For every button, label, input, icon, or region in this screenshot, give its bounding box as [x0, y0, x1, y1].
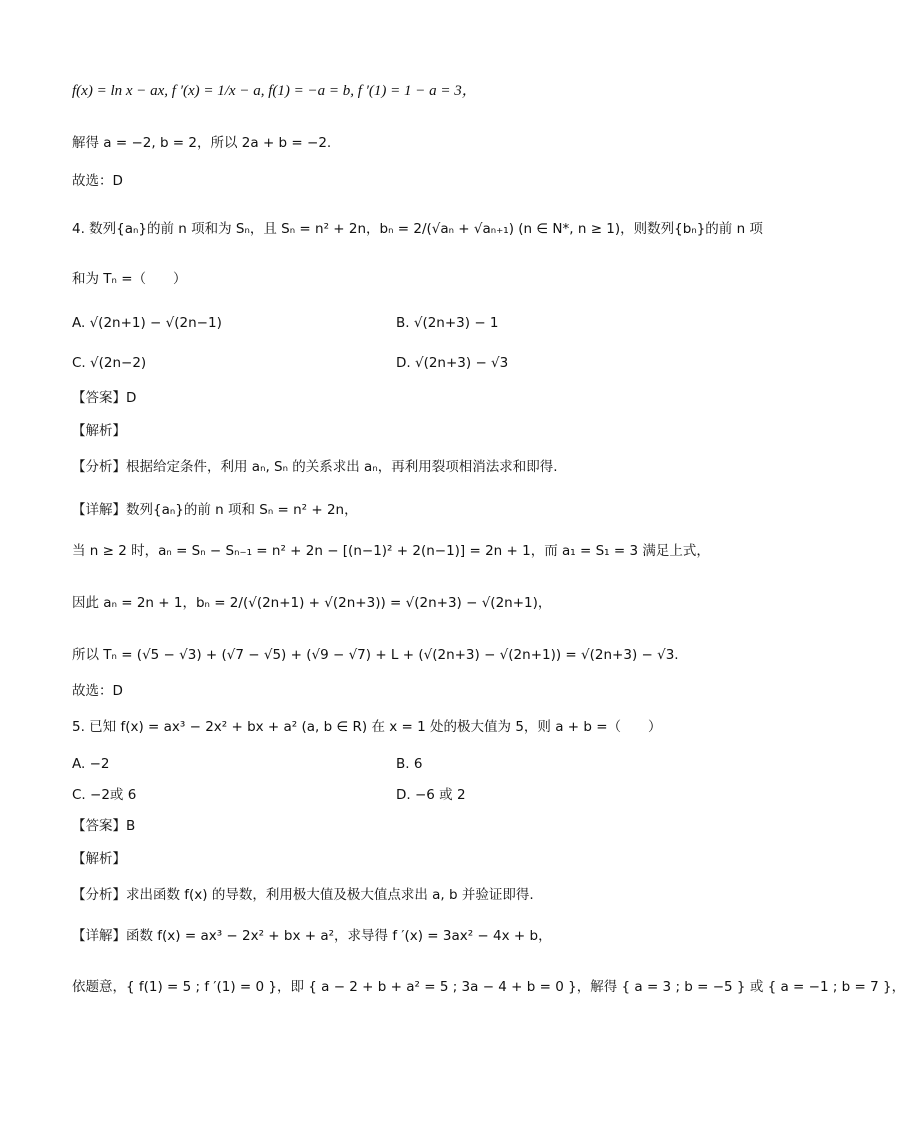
analysis-label: 【解析】: [72, 423, 126, 439]
q5-analysis-label: 【解析】: [72, 851, 126, 867]
q5-option-c: C. −2或 6: [72, 787, 137, 803]
answer-label: 【答案】D: [72, 390, 137, 406]
q5-option-b: B. 6: [396, 756, 423, 772]
q5-detail-line-2: 依题意，{ f(1) = 5 ; f ′(1) = 0 }，即 { a − 2 + b + a² = 5 ; 3a − 4 + b = 0 }，解得 { a = 3 ; b = −5 } 或 { a = −1 ; b = 7 }，: [72, 979, 905, 995]
question-5-stem: 5. 已知 f(x) = ax³ − 2x² + bx + a² (a, b ∈ R) 在 x = 1 处的极大值为 5，则 a + b =（ ）: [72, 719, 662, 735]
solution-line: 解得 a = −2, b = 2，所以 2a + b = −2.: [72, 135, 332, 151]
question-4-stem-cont: 和为 Tₙ =（ ）: [72, 271, 187, 287]
option-b: B. √(2n+3) − 1: [396, 315, 499, 331]
detail-line-3: 因此 aₙ = 2n + 1，bₙ = 2/(√(2n+1) + √(2n+3)) = √(2n+3) − √(2n+1)，: [72, 595, 552, 611]
question-4-stem: 4. 数列{aₙ}的前 n 项和为 Sₙ，且 Sₙ = n² + 2n，bₙ = 2/(√aₙ + √aₙ₊₁) (n ∈ N*, n ≥ 1)，则数列{bₙ}的前 n 项: [72, 221, 763, 237]
q5-answer-label: 【答案】B: [72, 818, 136, 834]
q5-analysis-summary: 【分析】求出函数 f(x) 的导数，利用极大值及极大值点求出 a, b 并验证即得.: [72, 887, 534, 903]
analysis-summary: 【分析】根据给定条件，利用 aₙ, Sₙ 的关系求出 aₙ，再利用裂项相消法求和即得.: [72, 459, 558, 475]
answer-choice-line: 故选：D: [72, 173, 123, 189]
option-a: A. √(2n+1) − √(2n−1): [72, 315, 222, 331]
derivative-line: f(x) = ln x − ax, f ′(x) = 1/x − a, f(1) = −a = b, f ′(1) = 1 − a = 3，: [72, 83, 477, 99]
q5-option-a: A. −2: [72, 756, 110, 772]
detail-line-4: 所以 Tₙ = (√5 − √3) + (√7 − √5) + (√9 − √7) + L + (√(2n+3) − √(2n+1)) = √(2n+3) − √3.: [72, 647, 679, 663]
answer-choice-line-2: 故选：D: [72, 683, 123, 699]
option-d: D. √(2n+3) − √3: [396, 355, 509, 371]
detail-line-2: 当 n ≥ 2 时，aₙ = Sₙ − Sₙ₋₁ = n² + 2n − [(n−1)² + 2(n−1)] = 2n + 1，而 a₁ = S₁ = 3 满足上式，: [72, 543, 710, 559]
q5-detail-line-1: 【详解】函数 f(x) = ax³ − 2x² + bx + a²，求导得 f ′(x) = 3ax² − 4x + b，: [72, 928, 552, 944]
detail-line-1: 【详解】数列{aₙ}的前 n 项和 Sₙ = n² + 2n，: [72, 502, 358, 518]
q5-option-d: D. −6 或 2: [396, 787, 466, 803]
option-c: C. √(2n−2): [72, 355, 147, 371]
